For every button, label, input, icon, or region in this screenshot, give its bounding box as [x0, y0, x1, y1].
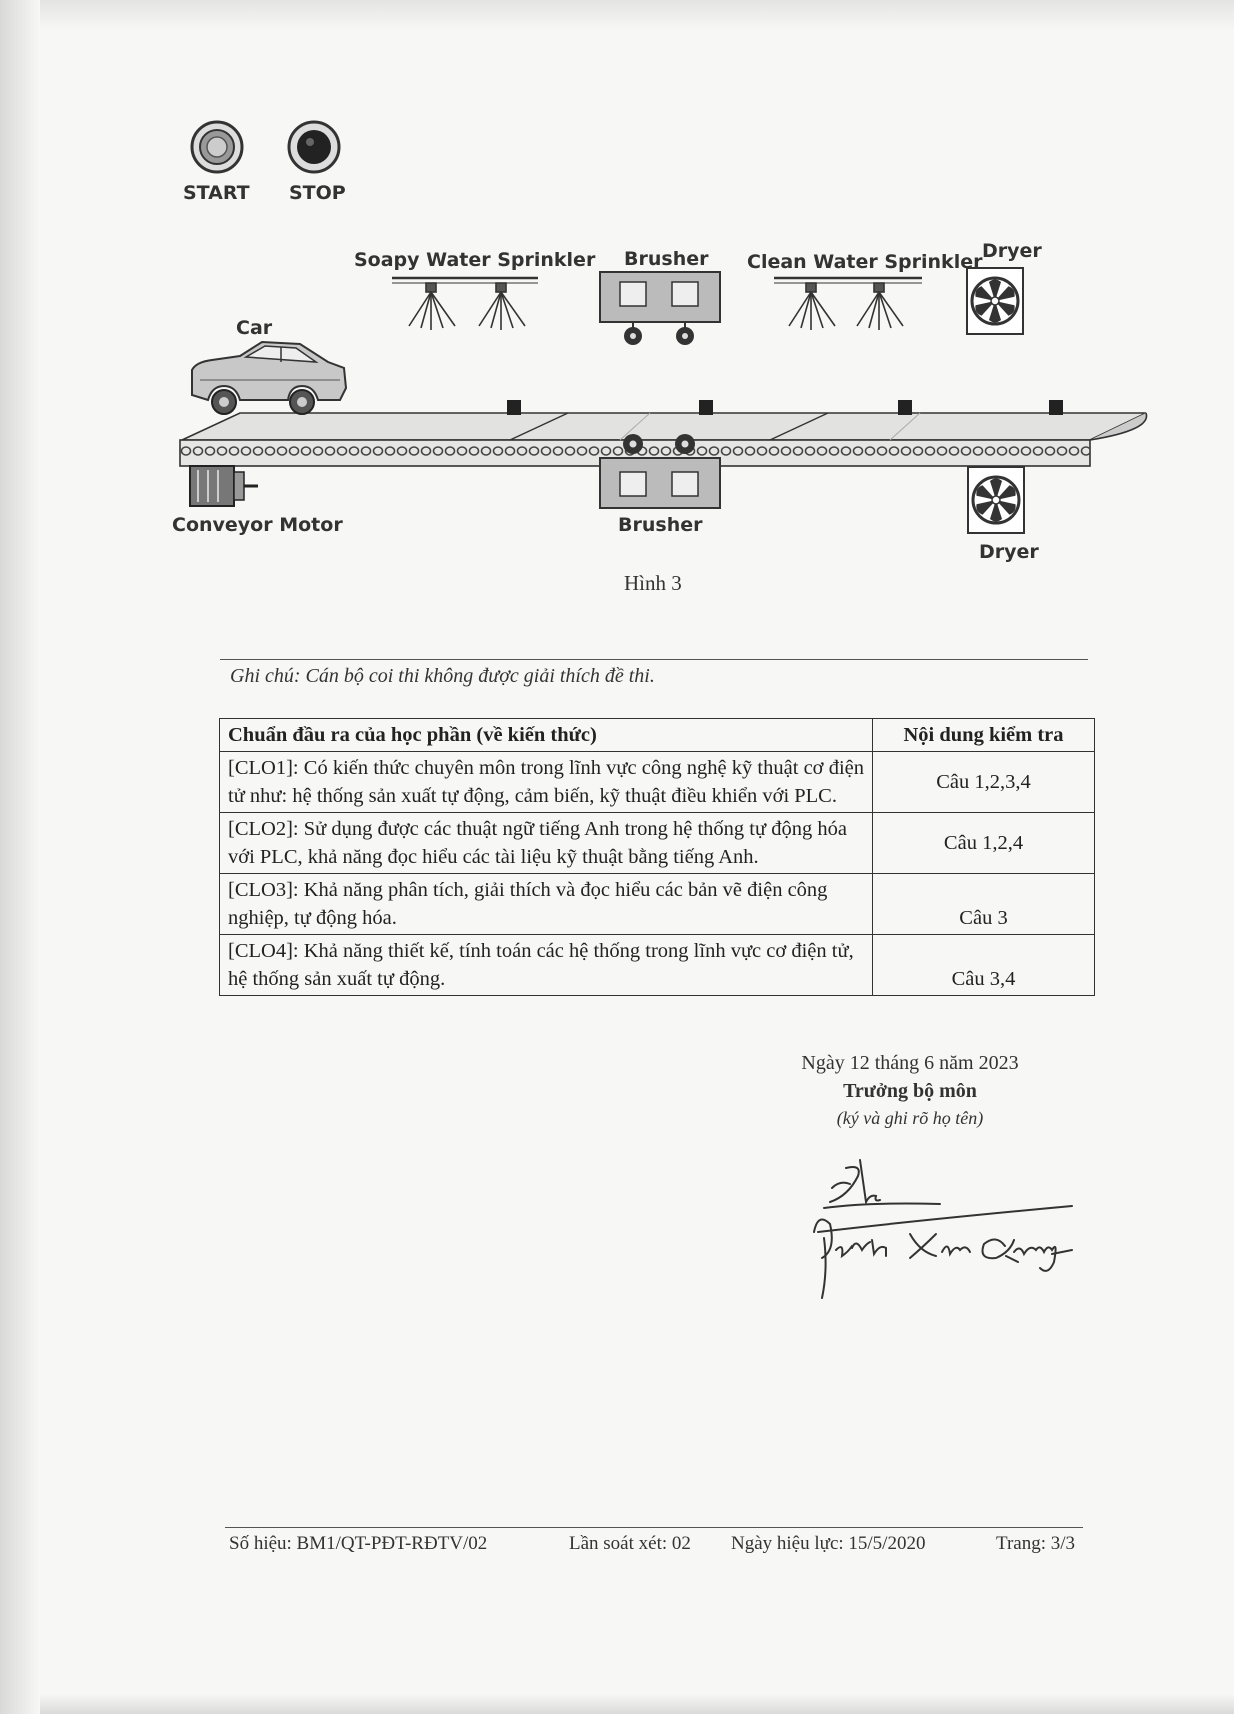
soapy-sprinkler-icon [392, 278, 538, 330]
conveyor-motor-label: Conveyor Motor [172, 514, 343, 536]
column-header-content: Nội dung kiểm tra [873, 719, 1095, 752]
dryer-bottom-icon [968, 467, 1024, 533]
note-divider [220, 659, 1088, 660]
start-button-icon [192, 122, 242, 172]
stop-button-icon [289, 122, 339, 172]
clo-cell: [CLO1]: Có kiến thức chuyên môn trong lĩnh vực công nghệ kỹ thuật cơ điện tử như: hệ thống sản xuất tự động, cảm biến, kỹ thuật điều khiển với PLC. [220, 752, 873, 813]
car-wash-diagram [0, 0, 1234, 580]
clean-sprinkler-label: Clean Water Sprinkler [747, 251, 983, 273]
signature-date: Ngày 12 tháng 6 năm 2023 [801, 1052, 1019, 1074]
conveyor-belt [180, 400, 1147, 466]
footer-doc-number: Số hiệu: BM1/QT-PĐT-RĐTV/02 [229, 1533, 488, 1554]
table-row [220, 935, 1095, 996]
exam-note: Ghi chú: Cán bộ coi thi không được giải thích đề thi. [230, 665, 655, 687]
clo-cell: [CLO2]: Sử dụng được các thuật ngữ tiếng Anh trong hệ thống tự động hóa với PLC, khả năng đọc hiểu các tài liệu kỹ thuật bằng tiếng Anh. [220, 813, 873, 874]
soapy-sprinkler-label: Soapy Water Sprinkler [354, 249, 596, 271]
column-header-clo: Chuẩn đầu ra của học phần (về kiến thức) [220, 719, 873, 752]
table-row [220, 752, 1095, 813]
footer-effective-date: Ngày hiệu lực: 15/5/2020 [731, 1533, 926, 1554]
table-row [220, 874, 1095, 935]
footer-revision: Lần soát xét: 02 [569, 1533, 691, 1554]
clo-cell: [CLO3]: Khả năng phân tích, giải thích và đọc hiểu các bản vẽ điện công nghiệp, tự động hóa. [220, 874, 873, 935]
car-icon [192, 342, 346, 414]
conveyor-motor-icon [190, 466, 258, 506]
signature-instruction: (ký và ghi rõ họ tên) [836, 1108, 984, 1128]
content-cell: Câu 3,4 [873, 935, 1095, 996]
dryer-bottom-label: Dryer [979, 541, 1039, 563]
table-row [220, 813, 1095, 874]
signature-role: Trưởng bộ môn [843, 1080, 977, 1102]
brusher-top-label: Brusher [624, 248, 709, 270]
figure-caption: Hình 3 [624, 571, 682, 595]
start-label: START [183, 182, 250, 204]
content-cell: Câu 3 [873, 874, 1095, 935]
footer-divider [225, 1527, 1083, 1528]
table-header-row [220, 719, 1095, 752]
scan-edge-bottom [40, 1694, 1234, 1714]
footer-page-number: Trang: 3/3 [996, 1533, 1076, 1554]
dryer-top-icon [967, 268, 1023, 334]
clean-sprinkler-icon [774, 278, 922, 330]
content-cell: Câu 1,2,3,4 [873, 752, 1095, 813]
handwritten-signature [800, 1140, 1100, 1320]
dryer-top-label: Dryer [982, 240, 1042, 262]
content-cell: Câu 1,2,4 [873, 813, 1095, 874]
car-label: Car [236, 317, 273, 339]
stop-label: STOP [289, 182, 346, 204]
brusher-bottom-label: Brusher [618, 514, 703, 536]
clo-cell: [CLO4]: Khả năng thiết kế, tính toán các hệ thống trong lĩnh vực cơ điện tử, hệ thống sản xuất tự động. [220, 935, 873, 996]
clo-table [219, 718, 1095, 996]
brusher-top-icon [600, 272, 720, 345]
